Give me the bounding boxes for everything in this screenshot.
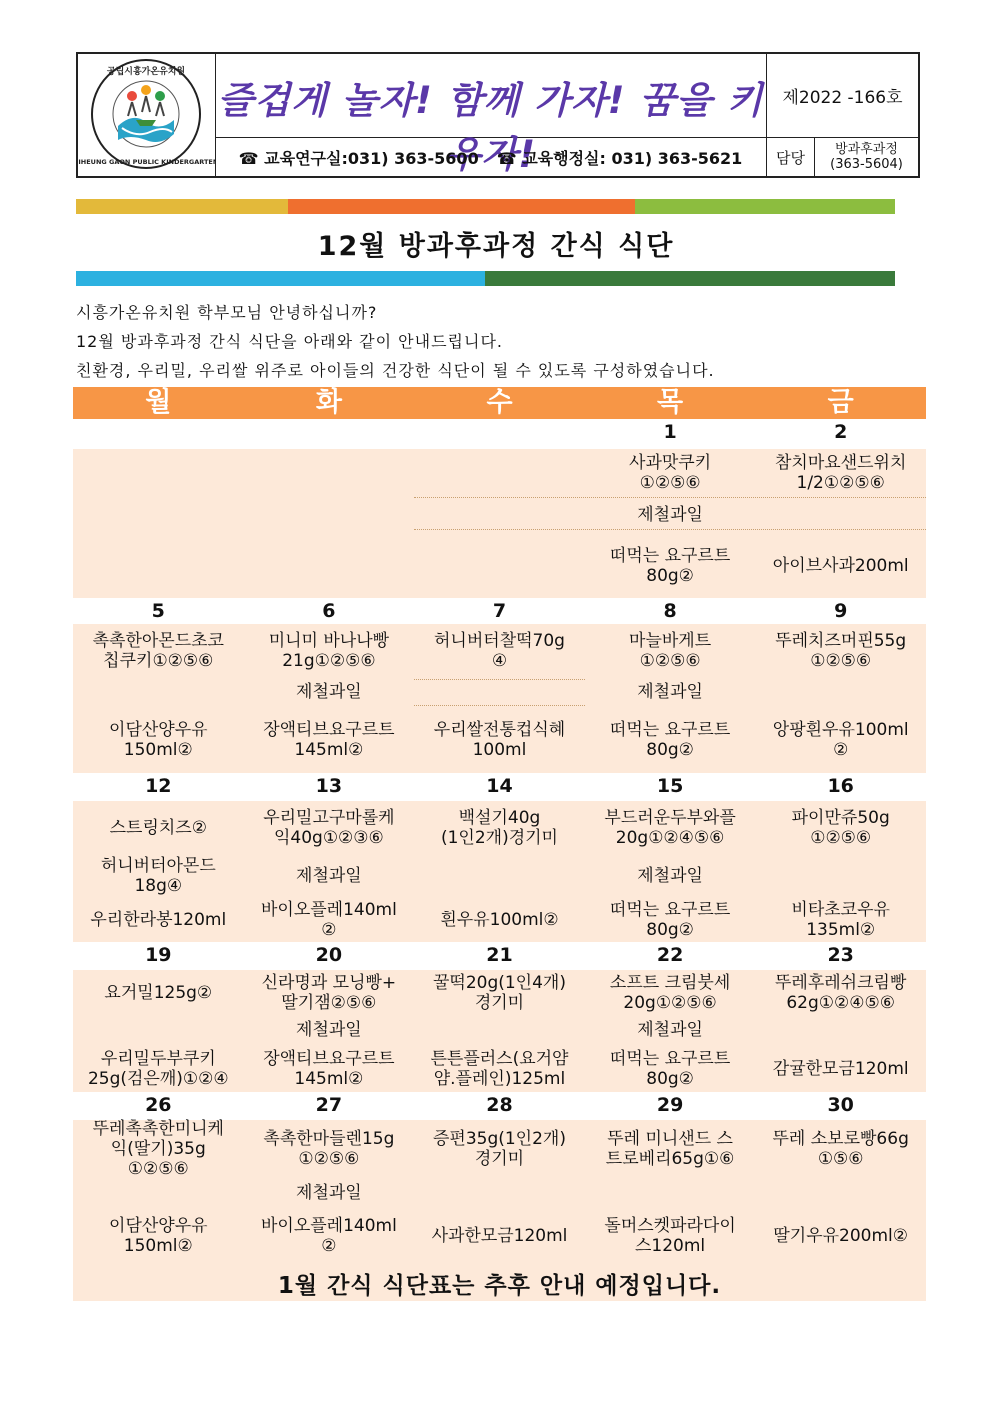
menu-cell bbox=[73, 449, 244, 497]
dotted-divider bbox=[414, 705, 585, 706]
menu-cell bbox=[414, 1120, 585, 1178]
menu-cell bbox=[755, 970, 926, 1015]
menu-item: 백설기40g (1인2개)경기미 bbox=[440, 808, 558, 848]
menu-item: 제철과일 bbox=[637, 505, 703, 525]
menu-item: 신라명과 모닝빵+ 딸기잼②⑤⑥ bbox=[261, 972, 397, 1013]
menu-item: 이담산양우유 150ml② bbox=[109, 1215, 208, 1256]
menu-item: 마늘바게트 ①②⑤⑥ bbox=[629, 630, 712, 671]
weekday-tue: 화 bbox=[315, 387, 342, 418]
menu-item: 우리밀고구마롤케 익40g①②③⑥ bbox=[263, 808, 395, 848]
menu-cell bbox=[244, 1045, 415, 1092]
menu-cell bbox=[755, 897, 926, 942]
menu-cell bbox=[73, 677, 244, 707]
menu-item: 뚜레촉촉한미니케 익(딸기)35g ①②⑤⑥ bbox=[92, 1119, 224, 1179]
date-number: 13 bbox=[315, 775, 343, 797]
date-number: 7 bbox=[492, 600, 507, 622]
menu-cell bbox=[414, 707, 585, 773]
menu-item: 떠먹는 요구르트 80g② bbox=[609, 545, 731, 586]
menu-cell bbox=[755, 801, 926, 855]
menu-item: 떠먹는 요구르트 80g② bbox=[609, 1048, 731, 1089]
menu-cell bbox=[755, 1120, 926, 1178]
menu-cell bbox=[414, 624, 585, 677]
decor-bar-blue bbox=[76, 271, 485, 286]
menu-cell bbox=[755, 707, 926, 773]
menu-item: 파이만쥬50g ①②⑤⑥ bbox=[791, 808, 890, 848]
decor-bar-yellow bbox=[76, 199, 288, 214]
date-number: 1 bbox=[663, 421, 677, 443]
footer-note: 1월 간식 식단표는 추후 안내 예정입니다. bbox=[277, 1273, 722, 1299]
menu-item: 앙팡흰우유100ml ② bbox=[772, 720, 909, 760]
menu-item: 제철과일 bbox=[637, 866, 703, 886]
menu-cell bbox=[414, 677, 585, 707]
menu-item: 제철과일 bbox=[296, 1020, 362, 1040]
menu-item: 촉촉한마들렌15g ①②⑤⑥ bbox=[263, 1129, 395, 1169]
weekday-mon: 월 bbox=[145, 387, 172, 418]
menu-item: 장액티브요구르트 145ml② bbox=[263, 720, 395, 760]
menu-item: 꿀떡20g(1인4개) 경기미 bbox=[432, 972, 566, 1013]
menu-cell bbox=[73, 970, 244, 1015]
menu-item: 사과한모금120ml bbox=[431, 1225, 568, 1246]
menu-item: 사과맛쿠키 ①②⑤⑥ bbox=[629, 453, 712, 493]
menu-item: 튼튼플러스(요거얌 얌.플레인)125ml bbox=[430, 1048, 569, 1089]
menu-item: 미니미 바나나빵 21g①②⑤⑥ bbox=[268, 630, 390, 671]
menu-item: 떠먹는 요구르트 80g② bbox=[609, 720, 731, 760]
menu-cell bbox=[585, 897, 756, 942]
decor-bar-darkgreen bbox=[485, 271, 895, 286]
menu-cell bbox=[414, 497, 585, 533]
menu-cell bbox=[585, 970, 756, 1015]
dotted-divider bbox=[414, 529, 926, 530]
menu-cell bbox=[73, 801, 244, 855]
menu-cell bbox=[414, 1178, 585, 1208]
date-number: 15 bbox=[656, 775, 684, 797]
letterhead bbox=[76, 52, 920, 178]
admin-office-phone: ☎ 교육행정실: 031) 363-5621 bbox=[496, 148, 743, 168]
weekday-thu: 목 bbox=[657, 387, 684, 418]
intro-line-3: 친환경, 우리밀, 우리쌀 위주로 아이들의 건강한 식단이 될 수 있도록 구성하였습니다. bbox=[76, 361, 715, 380]
menu-cell bbox=[585, 497, 756, 533]
logo-text-bottom: SIHEUNG GAON PUBLIC KINDERGARTEN bbox=[78, 158, 215, 166]
date-number: 21 bbox=[486, 944, 513, 966]
menu-cell bbox=[755, 677, 926, 707]
menu-cell bbox=[73, 624, 244, 677]
menu-cell bbox=[244, 801, 415, 855]
decor-bar-green bbox=[635, 199, 895, 214]
menu-item: 장액티브요구르트 145ml② bbox=[263, 1048, 395, 1089]
menu-cell bbox=[585, 1015, 756, 1045]
menu-item: 증편35g(1인2개) 경기미 bbox=[432, 1129, 566, 1169]
menu-item: 제철과일 bbox=[637, 1020, 703, 1040]
logo-text-top: 공립시흥가온유치원 bbox=[106, 67, 186, 77]
menu-cell bbox=[244, 1208, 415, 1263]
menu-item: 우리한라봉120ml bbox=[90, 909, 227, 930]
date-number: 29 bbox=[656, 1094, 684, 1116]
issue-number: 제2022 -166호 bbox=[767, 54, 918, 138]
menu-item: 바이오플레140ml ② bbox=[260, 899, 397, 940]
menu-cell bbox=[73, 1208, 244, 1263]
menu-item: 허니버터아몬드 18g④ bbox=[100, 856, 216, 896]
intro-line-1: 시흥가온유치원 학부모님 안녕하십니까? bbox=[76, 303, 378, 322]
menu-item: 감귤한모금120ml bbox=[772, 1058, 909, 1079]
menu-cell bbox=[585, 1120, 756, 1178]
menu-item: 촉촉한아몬드초코 칩쿠키①②⑤⑥ bbox=[92, 630, 224, 671]
menu-item: 비타초코우유 135ml② bbox=[791, 899, 890, 940]
dotted-divider bbox=[414, 679, 585, 680]
menu-item: 우리쌀전통컵식혜 100ml bbox=[433, 720, 566, 760]
menu-cell bbox=[244, 497, 415, 533]
research-office-phone: ☎ 교육연구실:031) 363-5600 bbox=[238, 148, 479, 168]
menu-cell bbox=[585, 1178, 756, 1208]
menu-cell bbox=[244, 533, 415, 598]
date-number: 16 bbox=[827, 775, 854, 797]
menu-cell bbox=[73, 1015, 244, 1045]
date-number: 28 bbox=[486, 1094, 513, 1116]
slogan: 즐겁게 놀자! 함께 가자! 꿈을 키우자! bbox=[217, 79, 764, 176]
menu-item: 제철과일 bbox=[296, 1183, 362, 1203]
menu-cell bbox=[585, 707, 756, 773]
date-number: 14 bbox=[486, 775, 513, 797]
date-number: 5 bbox=[151, 600, 165, 622]
menu-cell bbox=[244, 855, 415, 897]
menu-cell bbox=[755, 497, 926, 533]
department-name: 방과후과정 bbox=[835, 142, 898, 157]
menu-cell bbox=[585, 1045, 756, 1092]
menu-cell bbox=[755, 855, 926, 897]
date-number: 23 bbox=[827, 944, 854, 966]
page-title: 12월 방과후과정 간식 식단 bbox=[317, 231, 675, 262]
menu-cell bbox=[244, 1120, 415, 1178]
logo-cell bbox=[78, 54, 216, 176]
menu-item: 참치마요샌드위치 1/2①②⑤⑥ bbox=[774, 453, 907, 493]
menu-cell bbox=[73, 707, 244, 773]
date-number: 2 bbox=[834, 421, 848, 443]
date-number: 27 bbox=[315, 1094, 343, 1116]
phone-line bbox=[215, 138, 767, 176]
menu-item: 허니버터찰떡70g ④ bbox=[434, 630, 565, 671]
menu-cell bbox=[585, 801, 756, 855]
weekday-fri: 금 bbox=[827, 387, 854, 418]
menu-cell bbox=[73, 1178, 244, 1208]
menu-cell bbox=[585, 624, 756, 677]
menu-cell bbox=[585, 855, 756, 897]
in-charge-label: 담당 bbox=[767, 138, 815, 176]
menu-cell bbox=[244, 897, 415, 942]
kindergarten-logo bbox=[78, 54, 215, 176]
menu-cell bbox=[414, 533, 585, 598]
date-number: 9 bbox=[834, 600, 848, 622]
menu-item: 우리밀두부쿠키 25g(검은깨)①②④ bbox=[87, 1048, 229, 1089]
menu-cell bbox=[73, 855, 244, 897]
menu-item: 뚜레치즈머핀55g ①②⑤⑥ bbox=[775, 630, 907, 671]
menu-cell bbox=[414, 897, 585, 942]
menu-cell bbox=[414, 1208, 585, 1263]
date-number: 26 bbox=[145, 1094, 172, 1116]
menu-cell bbox=[244, 970, 415, 1015]
menu-cell bbox=[73, 1120, 244, 1178]
weekday-wed: 수 bbox=[486, 387, 513, 418]
menu-item: 딸기우유200ml② bbox=[773, 1225, 909, 1246]
menu-cell bbox=[414, 1045, 585, 1092]
menu-cell bbox=[755, 624, 926, 677]
menu-cell bbox=[244, 677, 415, 707]
menu-item: 요거밀125g② bbox=[104, 982, 213, 1003]
menu-item: 뚜레 소보로빵66g ①⑤⑥ bbox=[772, 1129, 909, 1169]
menu-cell bbox=[414, 855, 585, 897]
weekday-header bbox=[73, 387, 926, 419]
menu-cell bbox=[244, 624, 415, 677]
menu-item: 제철과일 bbox=[296, 866, 362, 886]
menu-cell bbox=[414, 970, 585, 1015]
menu-item: 떠먹는 요구르트 80g② bbox=[609, 899, 731, 940]
menu-cell bbox=[414, 449, 585, 497]
department-contact bbox=[815, 138, 918, 176]
menu-cell bbox=[73, 533, 244, 598]
date-number: 30 bbox=[827, 1094, 854, 1116]
menu-cell bbox=[585, 1208, 756, 1263]
date-number: 20 bbox=[315, 944, 343, 966]
menu-cell bbox=[244, 1015, 415, 1045]
date-number: 12 bbox=[145, 775, 172, 797]
menu-item: 돌머스켓파라다이 스120ml bbox=[604, 1215, 736, 1256]
menu-item: 스트링치즈② bbox=[109, 818, 207, 838]
menu-item: 뚜레후레쉬크림빵 62g①②④⑤⑥ bbox=[774, 972, 907, 1013]
menu-cell bbox=[414, 1015, 585, 1045]
date-number: 22 bbox=[656, 944, 684, 966]
menu-cell bbox=[244, 449, 415, 497]
menu-cell bbox=[73, 497, 244, 533]
intro-line-2: 12월 방과후과정 간식 식단을 아래와 같이 안내드립니다. bbox=[76, 332, 503, 351]
date-number: 8 bbox=[663, 600, 677, 622]
menu-cell bbox=[244, 707, 415, 773]
department-phone: (363-5604) bbox=[830, 157, 903, 172]
menu-item: 제철과일 bbox=[296, 682, 362, 702]
menu-cell bbox=[755, 1178, 926, 1208]
menu-cell bbox=[755, 1015, 926, 1045]
menu-item: 이담산양우유 150ml② bbox=[109, 720, 208, 760]
dotted-divider bbox=[414, 497, 926, 498]
menu-cell bbox=[585, 677, 756, 707]
menu-cell bbox=[73, 897, 244, 942]
menu-item: 아이브사과200ml bbox=[772, 555, 909, 576]
menu-item: 소프트 크림붓세 20g①②⑤⑥ bbox=[609, 972, 731, 1013]
date-number: 6 bbox=[322, 600, 336, 622]
menu-item: 뚜레 미니샌드 스 트로베리65g①⑥ bbox=[605, 1129, 735, 1169]
decor-bar-orange bbox=[288, 199, 635, 214]
date-number: 19 bbox=[145, 944, 172, 966]
menu-cell bbox=[585, 449, 756, 497]
menu-cell bbox=[755, 533, 926, 598]
menu-cell bbox=[755, 449, 926, 497]
menu-item: 흰우유100ml② bbox=[440, 909, 559, 930]
menu-cell bbox=[755, 1208, 926, 1263]
menu-item: 제철과일 bbox=[637, 682, 703, 702]
menu-cell bbox=[73, 1045, 244, 1092]
menu-cell bbox=[755, 1045, 926, 1092]
menu-cell bbox=[244, 1178, 415, 1208]
menu-cell bbox=[585, 533, 756, 598]
menu-cell bbox=[414, 801, 585, 855]
menu-item: 바이오플레140ml ② bbox=[260, 1215, 397, 1256]
menu-item: 부드러운두부와플 20g①②④⑤⑥ bbox=[604, 808, 736, 848]
